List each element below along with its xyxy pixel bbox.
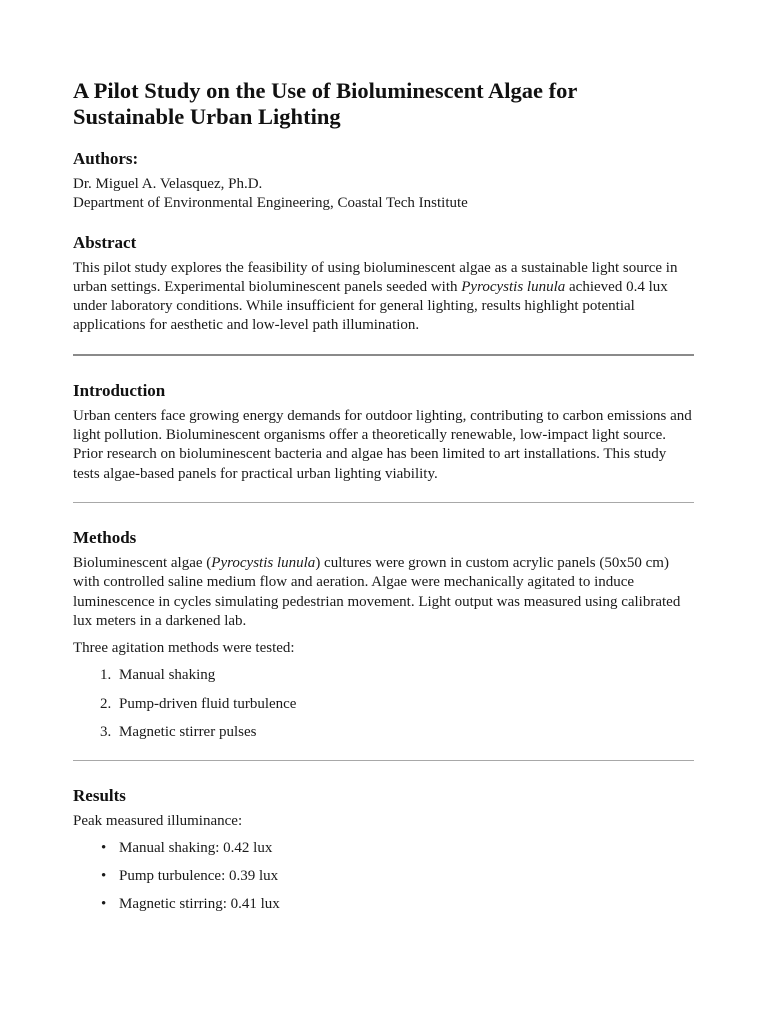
list-number: 3. [100, 723, 112, 740]
illuminance-results-list [73, 839, 694, 914]
abstract-section [73, 233, 694, 336]
methods-text-part1: Bioluminescent algae ( [73, 554, 212, 571]
methods-species-name: Pyrocystis lunula [211, 554, 316, 571]
list-item [73, 895, 694, 914]
results-heading: Results [73, 785, 126, 805]
list-number: 2. [100, 695, 112, 712]
paper-title: A Pilot Study on the Use of Bioluminescent Algae for Sustainable Urban Lighting [73, 78, 577, 129]
list-item [73, 867, 694, 886]
list-item-text: Pump turbulence: 0.39 lux [119, 868, 279, 885]
list-item-text: Pump-driven fluid turbulence [119, 695, 297, 712]
agitation-methods-list [73, 666, 694, 741]
bullet-icon: • [101, 896, 107, 913]
list-item [73, 839, 694, 858]
author-affiliation: Department of Environmental Engineering, Coastal Tech Institute [73, 195, 468, 212]
list-item [73, 666, 694, 685]
abstract-text-part1: This pilot study explores the feasibility of using bioluminescent algae as a sustainable light source in urban settings. Experimental bioluminescent panels seeded with [73, 259, 678, 295]
list-item-text: Magnetic stirrer pulses [119, 723, 257, 740]
results-section [73, 761, 694, 915]
abstract-species-name: Pyrocystis lunula [461, 278, 566, 295]
methods-section [73, 503, 694, 742]
list-number: 1. [100, 667, 112, 684]
methods-list-intro: Three agitation methods were tested: [73, 640, 295, 657]
introduction-section [73, 356, 694, 484]
list-item-text: Magnetic stirring: 0.41 lux [119, 896, 280, 913]
bullet-icon: • [101, 868, 107, 885]
authors-heading: Authors: [73, 149, 139, 168]
introduction-heading: Introduction [73, 380, 166, 400]
list-item [73, 723, 694, 742]
methods-text [73, 554, 694, 631]
abstract-text-part2: achieved 0.4 lux under laboratory conditions. While insufficient for general lighting, results highlight potential applications for aesthetic and low-level path illumination. [73, 278, 668, 334]
bullet-icon: • [101, 840, 107, 857]
list-item [73, 695, 694, 714]
list-item-text: Manual shaking: 0.42 lux [119, 840, 273, 857]
results-intro: Peak measured illuminance: [73, 812, 243, 829]
list-item-text: Manual shaking [119, 667, 216, 684]
introduction-text: Urban centers face growing energy demands for outdoor lighting, contributing to carbon emissions and light pollution. Bioluminescent organisms offer a theoretically renewable, low-impact light source. Prior research on bioluminescent bacteria and algae has been limited to art installations. This study tests algae-based panels for practical urban lighting viability. [73, 407, 692, 482]
methods-heading: Methods [73, 527, 137, 547]
abstract-heading: Abstract [73, 232, 137, 252]
methods-text-part2: ) cultures were grown in custom acrylic panels (50x50 cm) with controlled saline medium flow and aeration. Algae were mechanically agitated to induce luminescence in cycles simulating pedestrian movement. Light output was measured using calibrated lux meters in a darkened lab. [73, 554, 681, 629]
author-name: Dr. Miguel A. Velasquez, Ph.D. [73, 176, 263, 192]
abstract-text [73, 259, 694, 336]
authors-section [73, 149, 694, 214]
